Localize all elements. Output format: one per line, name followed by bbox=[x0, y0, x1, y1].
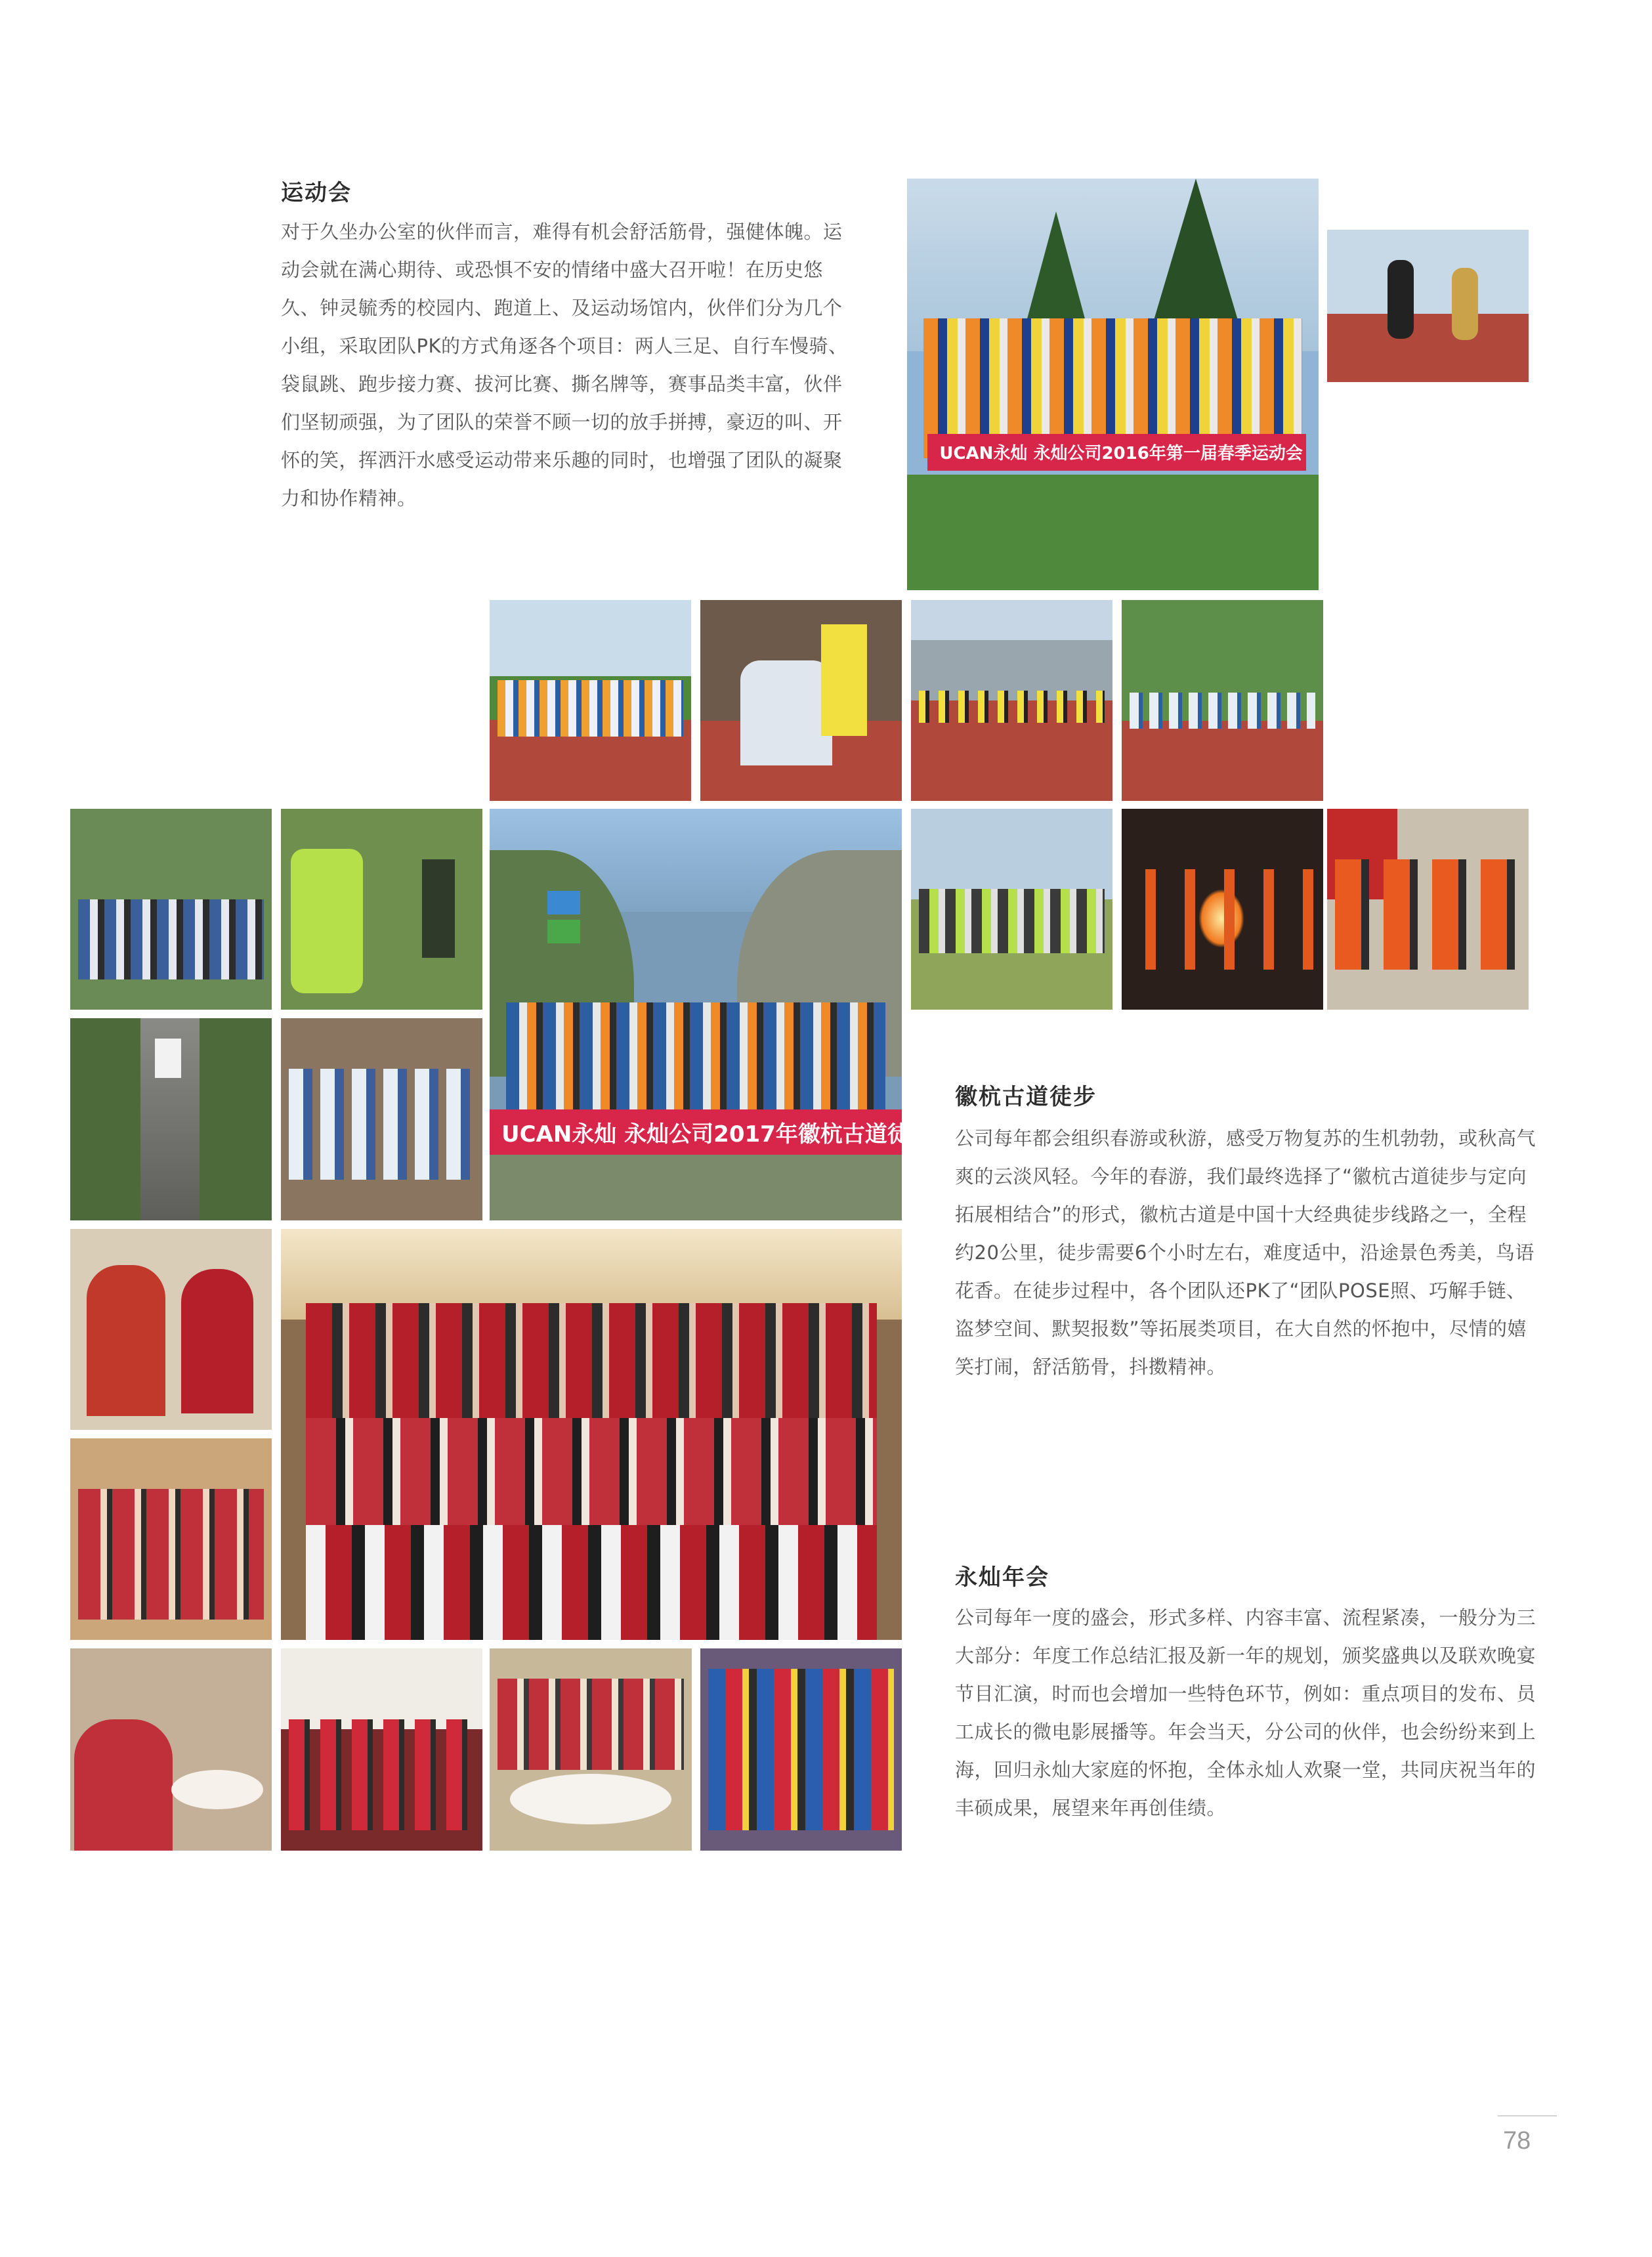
sports-title: 运动会 bbox=[281, 180, 352, 206]
photo-tug-of-war bbox=[700, 600, 902, 801]
page-number: 78 bbox=[1503, 2127, 1531, 2155]
photo-party-group bbox=[281, 1229, 902, 1640]
photo-orange-vests bbox=[1327, 809, 1529, 1010]
photo-sack-race bbox=[1327, 230, 1529, 382]
photo-party-cheer bbox=[70, 1438, 272, 1640]
hike-title: 徽杭古道徒步 bbox=[955, 1084, 1097, 1110]
photo-party-table bbox=[70, 1648, 272, 1851]
photo-hike-flags-meadow bbox=[911, 809, 1112, 1010]
photo-hike-trail bbox=[281, 809, 482, 1010]
hike-body: 公司每年都会组织春游或秋游，感受万物复苏的生机勃勃，或秋高气爽的云淡风轻。今年的春游，我们最终选择了“徽杭古道徒步与定向拓展相结合”的形式，徽杭古道是中国十大经典徒步线路之一，全程约20公里，徒步需要6个小时左右，难度适中，沿途景色秀美，鸟语花香。在徒步过程中，各个团队还PK了“团队POSE照、巧解手链、盗梦空间、默契报数”等拓展类项目，在大自然的怀抱中，尽情的嬉笑打闹，舒活筋骨，抖擞精神。 bbox=[955, 1127, 1536, 1378]
photo-running-track bbox=[1122, 600, 1323, 801]
page-number-rule bbox=[1498, 2115, 1557, 2117]
photo-sports-group-banner bbox=[907, 179, 1319, 590]
photo-bonfire bbox=[1122, 809, 1323, 1010]
annual-title: 永灿年会 bbox=[955, 1564, 1049, 1591]
annual-body: 公司每年一度的盛会，形式多样、内容丰富、流程紧凑，一般分为三大部分：年度工作总结汇报及新一年的规划，颁奖盛典以及联欢晚宴节目汇演，时而也会增加一些特色环节，例如：重点项目的发布、员工成长的微电影展播等。年会当天，分公司的伙伴，也会纷纷来到上海，回归永灿大家庭的怀抱，全体永灿人欢聚一堂，共同庆祝当年的丰硕成果，展望来年再创佳绩。 bbox=[955, 1606, 1536, 1819]
photo-track-relay bbox=[490, 600, 691, 801]
photo-hike-group-rest bbox=[70, 809, 272, 1010]
photo-party-dance bbox=[281, 1648, 482, 1851]
sports-banner: UCAN永灿 永灿公司2016年第一届春季运动会 bbox=[927, 434, 1306, 471]
photo-hike-waterfall bbox=[70, 1018, 272, 1220]
photo-party-host-speaking bbox=[70, 1229, 272, 1430]
sports-body: 对于久坐办公室的伙伴而言，难得有机会舒活筋骨，强健体魄。运动会就在满心期待、或恐惧不安的情绪中盛大召开啦！在历史悠久、钟灵毓秀的校园内、跑道上、及运动场馆内，伙伴们分为几个小组，采取团队PK的方式角逐各个项目：两人三足、自行车慢骑、袋鼠跳、跑步接力赛、拔河比赛、撕名牌等，赛事品类丰富，伙伴们坚韧顽强，为了团队的荣誉不顾一切的放手拼搏，豪迈的叫、开怀的笑，挥洒汗水感受运动带来乐趣的同时，也增强了团队的凝聚力和协作精神。 bbox=[281, 221, 848, 509]
photo-hike-flags-banner bbox=[490, 809, 954, 1220]
hike-banner: UCAN永灿 永灿公司2017年徽杭古道徒步穿 bbox=[490, 1109, 902, 1155]
photo-hike-rocks bbox=[281, 1018, 482, 1220]
photo-party-toast bbox=[490, 1648, 692, 1851]
photo-party-masks bbox=[700, 1648, 902, 1851]
photo-football bbox=[911, 600, 1112, 801]
